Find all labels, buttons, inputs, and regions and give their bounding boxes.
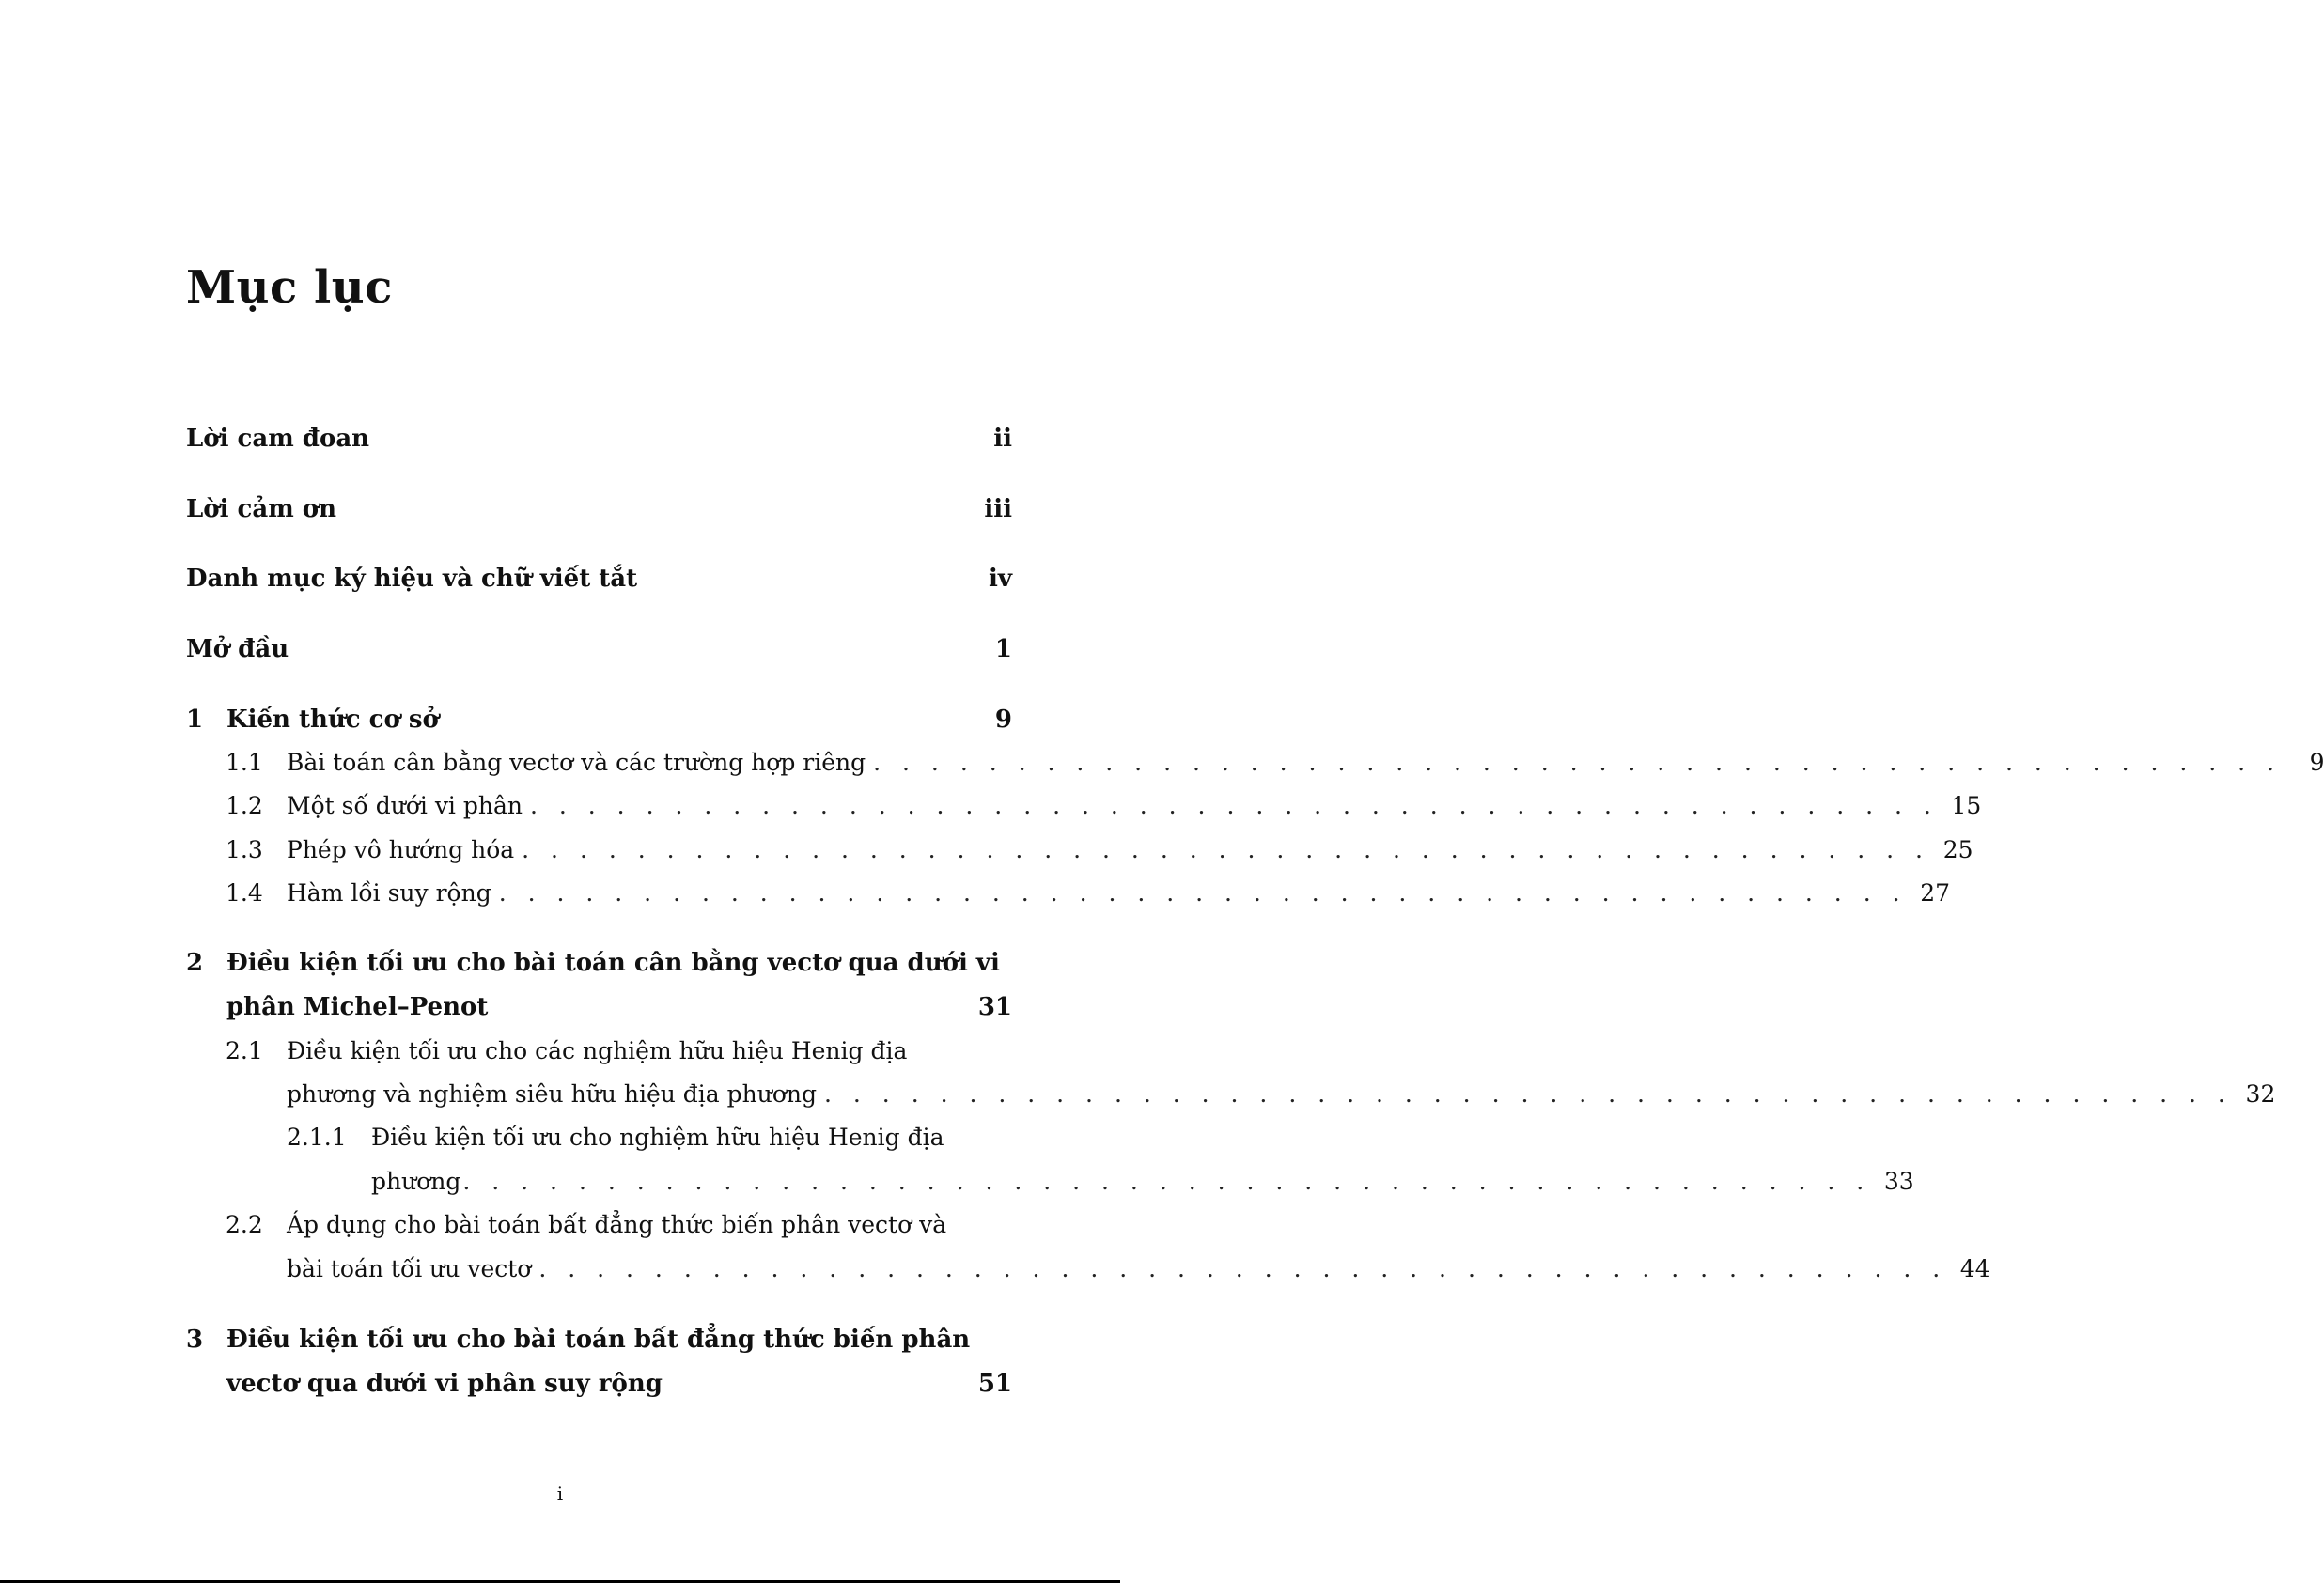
chapter-title-line-2: phân Michel–Penot bbox=[226, 993, 489, 1021]
section-number: 2.1 bbox=[226, 1037, 263, 1064]
dot-leader: . . . . . . . . . . . . . . . . . . . . . . . . . . . . . . . . . . . . . . . . . . . . . . . . . bbox=[530, 792, 1939, 819]
toc-section[interactable] bbox=[226, 1211, 1012, 1249]
section-title: Một số dưới vi phân bbox=[287, 792, 523, 819]
toc-chapter-1[interactable] bbox=[186, 706, 1012, 743]
chapter-page: 9 bbox=[994, 706, 1012, 734]
chapter-number: 3 bbox=[186, 1326, 204, 1354]
toc-section[interactable] bbox=[226, 1037, 1012, 1075]
toc-subsection[interactable] bbox=[287, 1124, 1012, 1161]
section-number: 1.2 bbox=[226, 792, 263, 819]
toc-entry-front[interactable] bbox=[186, 565, 1012, 602]
section-title-line-1: Điều kiện tối ưu cho các nghiệm hữu hiệu Henig địa bbox=[287, 1037, 908, 1064]
toc-entry-page: 1 bbox=[994, 635, 1012, 663]
toc-entry-label: Danh mục ký hiệu và chữ viết tắt bbox=[186, 565, 638, 593]
chapter-page: 31 bbox=[977, 993, 1012, 1021]
section-number: 2.2 bbox=[226, 1211, 263, 1238]
toc-entry-label: Mở đầu bbox=[186, 635, 289, 663]
chapter-title-line-1: Điều kiện tối ưu cho bài toán cân bằng vectơ qua dưới vi bbox=[226, 949, 1000, 977]
section-page: 9 bbox=[2309, 749, 2324, 776]
dot-leader: . . . . . . . . . . . . . . . . . . . . . . . . . . . . . . . . . . . . . . . . . . . . . . . . . bbox=[462, 1168, 1871, 1195]
toc-section-cont[interactable] bbox=[287, 1080, 2276, 1118]
section-page: 32 bbox=[2245, 1080, 2276, 1108]
section-title: Phép vô hướng hóa bbox=[287, 836, 515, 863]
chapter-title: Kiến thức cơ sở bbox=[226, 706, 439, 734]
toc-chapter-2[interactable] bbox=[186, 949, 1012, 986]
toc-chapter-3-cont[interactable] bbox=[226, 1370, 1012, 1407]
toc-entry-label: Lời cam đoan bbox=[186, 425, 370, 453]
toc-entry-page: ii bbox=[993, 425, 1012, 453]
chapter-page: 51 bbox=[977, 1370, 1012, 1398]
subsection-number: 2.1.1 bbox=[287, 1124, 347, 1151]
toc-section[interactable] bbox=[226, 792, 1982, 830]
dot-leader: . . . . . . . . . . . . . . . . . . . . . . . . . . . . . . . . . . . . . . . . . . . . . . . . . bbox=[522, 836, 1930, 863]
subsection-title-line-1: Điều kiện tối ưu cho nghiệm hữu hiệu Henig địa bbox=[371, 1124, 944, 1151]
section-page: 44 bbox=[1959, 1255, 1990, 1282]
toc-entry-front[interactable] bbox=[186, 495, 1012, 533]
section-page: 27 bbox=[1920, 879, 1951, 907]
toc-section[interactable] bbox=[226, 749, 2324, 786]
section-number: 1.3 bbox=[226, 836, 263, 863]
toc-entry-front[interactable] bbox=[186, 635, 1012, 673]
toc-chapter-3[interactable] bbox=[186, 1326, 1012, 1363]
toc-section[interactable] bbox=[226, 836, 1973, 874]
toc-section[interactable] bbox=[226, 879, 1951, 917]
page-title: Mục lục bbox=[186, 261, 393, 314]
chapter-number: 1 bbox=[186, 706, 204, 734]
section-title-line-2: phương và nghiệm siêu hữu hiệu địa phương bbox=[287, 1080, 818, 1108]
page-number-footer: i bbox=[556, 1482, 564, 1505]
toc-entry-front[interactable] bbox=[186, 425, 1012, 462]
toc-chapter-2-cont[interactable] bbox=[226, 993, 1012, 1031]
dot-leader: . . . . . . . . . . . . . . . . . . . . . . . . . . . . . . . . . . . . . . . . . . . . . . . . . bbox=[498, 879, 1908, 907]
section-title: Bài toán cân bằng vectơ và các trường hợp riêng bbox=[287, 749, 866, 776]
dot-leader: . . . . . . . . . . . . . . . . . . . . . . . . . . . . . . . . . . . . . . . . . . . . . . . . . bbox=[873, 749, 2282, 776]
toc-entry-page: iii bbox=[984, 495, 1012, 523]
section-number: 1.1 bbox=[226, 749, 263, 776]
toc-subsection-cont[interactable] bbox=[371, 1168, 1914, 1205]
subsection-page: 33 bbox=[1883, 1168, 1914, 1195]
subsection-title-line-2: phương bbox=[371, 1168, 461, 1195]
chapter-number: 2 bbox=[186, 949, 204, 977]
toc-entry-label: Lời cảm ơn bbox=[186, 495, 337, 523]
section-title: Hàm lồi suy rộng bbox=[287, 879, 491, 907]
chapter-title-line-1: Điều kiện tối ưu cho bài toán bất đẳng thức biến phân bbox=[226, 1326, 971, 1354]
dot-leader: . . . . . . . . . . . . . . . . . . . . . . . . . . . . . . . . . . . . . . . . . . . . . . . . . bbox=[824, 1080, 2233, 1108]
toc-section-cont[interactable] bbox=[287, 1255, 1990, 1293]
toc-entry-page: iv bbox=[989, 565, 1012, 593]
section-title-line-1: Áp dụng cho bài toán bất đẳng thức biến phân vectơ và bbox=[287, 1211, 947, 1238]
section-title-line-2: bài toán tối ưu vectơ bbox=[287, 1255, 532, 1282]
section-number: 1.4 bbox=[226, 879, 263, 907]
chapter-title-line-2: vectơ qua dưới vi phân suy rộng bbox=[226, 1370, 663, 1398]
section-page: 15 bbox=[1951, 792, 1982, 819]
dot-leader: . . . . . . . . . . . . . . . . . . . . . . . . . . . . . . . . . . . . . . . . . . . . . . . . . bbox=[538, 1255, 1947, 1282]
section-page: 25 bbox=[1942, 836, 1973, 863]
